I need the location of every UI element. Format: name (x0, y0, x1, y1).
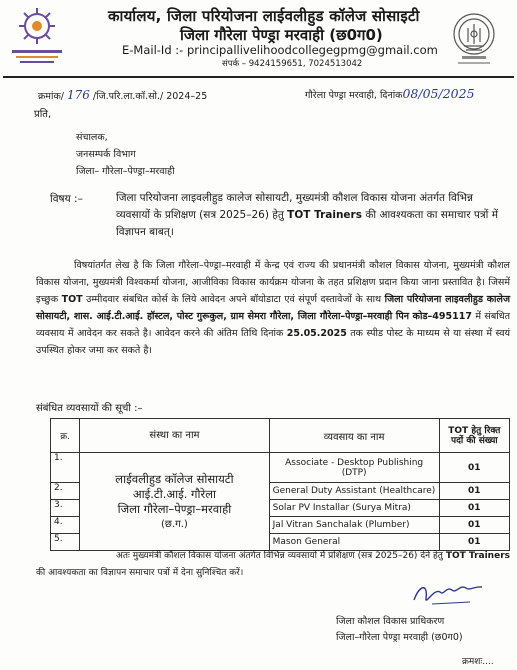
prati-label: प्रति, (34, 109, 52, 120)
body-deadline: 25.05.2025 (286, 328, 347, 339)
header-phone: संपर्क – 9424159651, 7024513042 (222, 59, 363, 69)
subject-part-1: जिला परियोजना लाइवलीहुड कालेज सोसायटी, मुख्यमंत्री कौशल विकास योजना अंतर्गत विभिन्न व्यवसायों के प्रशिक्षण (सत्र 2025–26) हेतु (116, 192, 473, 221)
header-trade: व्यवसाय का नाम (269, 419, 439, 453)
date-prefix: गौरेला पेण्ड्रा मरवाही, दिनांक (305, 90, 403, 101)
letter-date (305, 86, 475, 101)
recipient-line-1: संचालक, (76, 132, 108, 143)
body-paragraph (36, 257, 510, 359)
signatory-district: जिला–गौरेला पेण्ड्रा मरवाही (छ0ग0) (336, 632, 463, 643)
reference-number (38, 88, 207, 102)
row-trade: Associate - Desktop Publishing (DTP) (269, 453, 439, 483)
row-count: 01 (439, 517, 509, 534)
row-count: 01 (439, 453, 509, 483)
row-serial: 1. (51, 453, 80, 483)
subject-part-2: की आवश्यकता का समाचार पत्रों में विज्ञापन बाबत्। (116, 209, 499, 238)
row-serial: 2. (51, 483, 80, 500)
ref-prefix: क्रमांक/ (38, 91, 64, 102)
header-serial: क्र. (51, 419, 80, 453)
institution-line-4: (छ.ग.) (161, 518, 188, 530)
trade-table (50, 418, 510, 551)
recipient-line-3: जिला– गौरेला–पेण्ड्रा–मरवाही (76, 166, 175, 177)
closing-bold: TOT Trainers (445, 551, 510, 561)
row-trade: General Duty Assistant (Healthcare) (269, 483, 439, 500)
institution-line-3: जिला गौरेला–पेण्ड्रा–मरवाही (117, 501, 232, 516)
institution-cell (80, 453, 269, 551)
row-count: 01 (439, 483, 509, 500)
table-header-row (51, 419, 510, 453)
society-logo (6, 4, 68, 70)
body-part-2: उम्मीदवार संबधित कोर्स के लिये आवेदन अपने बॉयोडाटा एवं संपूर्ण दस्तावेजों के साथ (82, 294, 385, 305)
row-serial: 5. (51, 534, 80, 551)
body-address: जिला परियोजना लाइवलीहुड कालेज सोसायटी, शास. आई.टी.आई. हॉस्टल, पोस्ट गुरूकुल, ग्राम सेमरा गौरेला, जिला गौरेला–पेण्ड्रा–मरवाही पिन कोड–495117 (36, 294, 510, 322)
body-part-3: में संबधित व्यवसाय में आवेदन कर सकते है। आवेदन करने की अंतिम तिथि दिनांक (36, 311, 510, 339)
row-count: 01 (439, 500, 509, 517)
subject-bold: TOT Trainers (287, 209, 362, 221)
ref-handwritten-number: 176 (66, 88, 90, 102)
closing-part-1: अतः मुख्यमंत्री कौशल विकास योजना अंतर्गत विभिन्न व्यवसायों में प्रशिक्षण (सत्र 2025–26) देने हेतु (116, 551, 446, 561)
header-email: E-Mail-Id :- principallivelihoodcollegegpmg@gmail.com (122, 43, 438, 57)
subject-label: विषय :– (50, 193, 83, 205)
continued-marker: क्रमशः.... (462, 657, 494, 667)
subject-text (116, 190, 510, 241)
closing-paragraph (36, 548, 510, 582)
institution-line-1: लाईवलीहुड कॉलेज सोसायटी (115, 471, 234, 486)
table-row (51, 453, 510, 483)
row-count: 01 (439, 534, 509, 551)
header-institution: संस्था का नाम (80, 419, 269, 453)
national-emblem (446, 4, 502, 74)
row-serial: 3. (51, 500, 80, 517)
row-serial: 4. (51, 517, 80, 534)
body-tot: TOT (61, 294, 83, 305)
body-part-1: विषयांतर्गत लेख है कि जिला गौरेला–पेण्ड्रा–मरवाही में केन्द्र एवं राज्य की प्रधानमंत्री कौशल विकास योजना, मुख्यमंत्री कौशल विकास योजना, मुख्यमंत्री विश्वकर्मा योजना, आजीविका विकास कार्यक्रम योजना के तहत प्रशिक्षण प्रदान किया जाना प्रस्तावित है। जिसमें इच्छुक (36, 260, 510, 305)
handwritten-signature (410, 578, 488, 608)
row-trade: Mason General (269, 534, 439, 551)
header-vacancy: TOT हेतु रिक्त पदों की संख्या (439, 419, 509, 453)
row-trade: Jal Vitran Sanchalak (Plumber) (269, 517, 439, 534)
ref-suffix: /जि.परि.ला.कॉ.सो./ 2024–25 (92, 91, 208, 102)
date-handwritten: 08/05/2025 (402, 86, 475, 101)
institution-line-2: आई.टी.आई. गौरेला (132, 486, 216, 501)
body-part-4: तक स्पीड पोस्ट के माध्यम से या संस्था में स्वयं उपस्थित होकर जमा कर सकते है। (36, 328, 510, 356)
trade-list-title: संबंधित व्यवसायों की सूची :– (36, 403, 143, 414)
header-divider (3, 76, 514, 78)
closing-part-2: की आवश्यकता का विज्ञापन समाचार पत्रों में देना सुनिश्चित करें। (36, 568, 244, 578)
header-office-name: कार्यालय, जिला परियोजना लाईवलीहुड कॉलेज सोसाइटी (108, 7, 420, 25)
recipient-line-2: जनसम्पर्क विभाग (76, 149, 136, 160)
signatory-authority: जिला कौशल विकास प्राधिकरण (336, 616, 445, 627)
row-trade: Solar PV Installar (Surya Mitra) (269, 500, 439, 517)
header-district: जिला गौरेला पेण्ड्रा मरवाही (छ0ग0) (180, 26, 383, 44)
